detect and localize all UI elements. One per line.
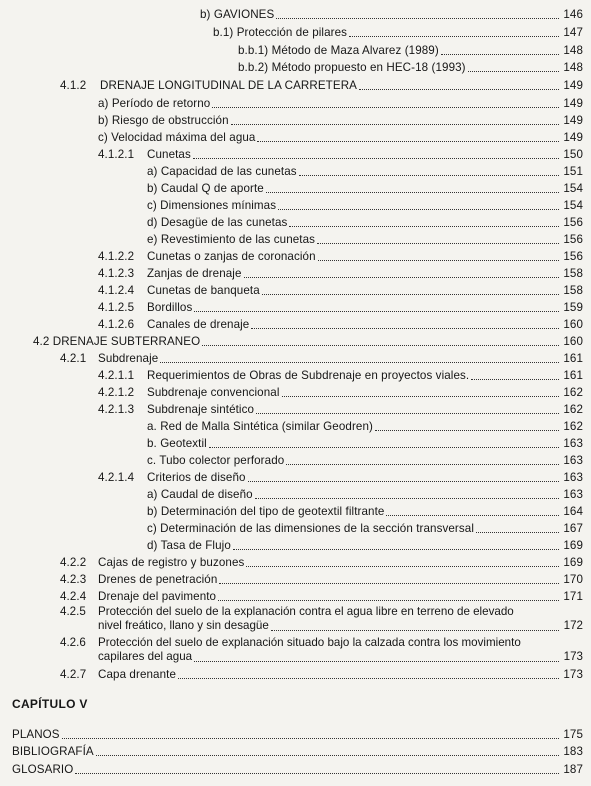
toc-entry xyxy=(147,522,583,535)
toc-entry xyxy=(33,335,583,348)
section-number: 4.1.2.3 xyxy=(98,267,135,280)
entry-title: b) Determinación del tipo de geotextil filtrante xyxy=(147,505,385,518)
entry-title: GLOSARIO xyxy=(12,763,74,776)
toc-entry xyxy=(98,114,583,127)
toc-entry xyxy=(147,488,583,501)
entry-title: Criterios de diseño xyxy=(147,471,246,484)
dot-leader xyxy=(251,327,559,329)
entry-title: b) Riesgo de obstrucción xyxy=(98,114,229,127)
entry-title: d) Desagüe de las cunetas xyxy=(147,216,288,229)
toc-entry xyxy=(60,590,583,603)
toc-entry xyxy=(147,182,583,195)
dot-leader xyxy=(359,88,559,90)
entry-title: Drenaje del pavimento xyxy=(98,590,217,603)
page-number: 175 xyxy=(563,728,583,741)
page-number: 171 xyxy=(563,590,583,603)
section-number: 4.1.2.6 xyxy=(98,318,135,331)
section-number: 4.1.2 xyxy=(60,79,87,92)
page-number: 173 xyxy=(563,668,583,681)
entry-title: e) Revestimiento de las cunetas xyxy=(147,233,316,246)
page-number: 187 xyxy=(563,763,583,776)
section-number: 4.1.2.4 xyxy=(98,284,135,297)
toc-entry xyxy=(60,668,583,681)
page-number: 148 xyxy=(563,61,583,74)
dot-leader xyxy=(271,629,559,631)
toc-entry xyxy=(147,165,583,178)
entry-title: a. Red de Malla Sintética (similar Geodren) xyxy=(147,420,373,433)
dot-leader xyxy=(468,70,559,72)
entry-title: Cunetas xyxy=(147,148,191,161)
entry-title-line1: Protección del suelo de la explanación contra el agua libre en terreno de elevado xyxy=(98,605,514,618)
entry-title: Bordillos xyxy=(147,301,193,314)
dot-leader xyxy=(194,660,559,662)
page-number: 163 xyxy=(563,437,583,450)
entry-title: BIBLIOGRAFÍA xyxy=(12,745,94,758)
dot-leader xyxy=(318,259,559,261)
toc-entry xyxy=(60,556,583,569)
page-number: 149 xyxy=(563,114,583,127)
page-number: 162 xyxy=(563,386,583,399)
entry-title: Requerimientos de Obras de Subdrenaje en proyectos viales. xyxy=(147,369,470,382)
toc-entry xyxy=(200,8,583,21)
entry-title: c. Tubo colector perforado xyxy=(147,454,285,467)
page-number: 160 xyxy=(563,318,583,331)
toc-entry xyxy=(98,267,583,280)
dot-leader xyxy=(194,310,559,312)
entry-title: Capa drenante xyxy=(98,668,177,681)
section-number: 4.2.1.1 xyxy=(98,369,135,382)
page-number: 156 xyxy=(563,233,583,246)
entry-title: 4.2 DRENAJE SUBTERRANEO xyxy=(33,335,201,348)
entry-title: b. Geotextil xyxy=(147,437,207,450)
page-number: 163 xyxy=(563,488,583,501)
page-number: 151 xyxy=(563,165,583,178)
toc-entry-multiline xyxy=(60,636,583,666)
entry-title: Drenes de penetración xyxy=(98,573,218,586)
entry-title-line2: nivel freático, llano y sin desagüe xyxy=(98,619,269,632)
dot-leader xyxy=(256,412,559,414)
dot-leader xyxy=(75,772,559,774)
dot-leader xyxy=(317,242,559,244)
dot-leader xyxy=(212,106,559,108)
chapter-heading: CAPÍTULO V xyxy=(12,697,88,711)
dot-leader xyxy=(375,429,559,431)
entry-title-line2-row xyxy=(98,619,583,633)
dot-leader xyxy=(255,497,559,499)
dot-leader xyxy=(231,123,559,125)
section-number: 4.2.1.3 xyxy=(98,403,135,416)
page-number: 154 xyxy=(563,182,583,195)
toc-entry xyxy=(147,216,583,229)
section-number: 4.2.4 xyxy=(60,590,87,603)
dot-leader xyxy=(278,208,559,210)
toc-entry xyxy=(98,301,583,314)
entry-title: b) GAVIONES xyxy=(200,8,275,21)
entry-title-line2-row xyxy=(98,650,583,664)
entry-title: c) Dimensiones mínimas xyxy=(147,199,277,212)
dot-leader xyxy=(276,17,559,19)
dot-leader xyxy=(233,548,559,550)
dot-leader xyxy=(202,344,559,346)
entry-title: Subdrenaje sintético xyxy=(147,403,255,416)
toc-entry xyxy=(98,131,583,144)
section-number: 4.2.7 xyxy=(60,668,87,681)
toc-entry xyxy=(147,233,583,246)
toc-entry xyxy=(238,61,583,74)
toc-entry xyxy=(12,745,583,758)
entry-title: c) Determinación de las dimensiones de la sección transversal xyxy=(147,522,475,535)
toc-entry xyxy=(147,437,583,450)
page-number: 159 xyxy=(563,301,583,314)
section-number: 4.2.1.4 xyxy=(98,471,135,484)
entry-title: b.b.1) Método de Maza Alvarez (1989) xyxy=(238,44,439,57)
entry-title: Cajas de registro y buzones xyxy=(98,556,245,569)
page-number: 158 xyxy=(563,267,583,280)
page-number: 161 xyxy=(563,352,583,365)
toc-entry xyxy=(98,318,583,331)
toc-entry xyxy=(60,352,583,365)
section-number: 4.2.2 xyxy=(60,556,87,569)
page-number: 147 xyxy=(563,26,583,39)
page-number: 169 xyxy=(563,539,583,552)
dot-leader xyxy=(62,737,559,739)
entry-title-line1: Protección del suelo de explanación situado bajo la calzada contra los movimiento xyxy=(98,636,521,649)
entry-title: a) Caudal de diseño xyxy=(147,488,253,501)
page-number: 172 xyxy=(563,619,583,632)
dot-leader xyxy=(178,677,559,679)
toc-entry xyxy=(12,728,583,741)
entry-title: PLANOS xyxy=(12,728,60,741)
dot-leader xyxy=(299,174,559,176)
page-number: 161 xyxy=(563,369,583,382)
dot-leader xyxy=(262,293,559,295)
toc-entry xyxy=(60,79,583,92)
page-number: 160 xyxy=(563,335,583,348)
page-number: 183 xyxy=(563,745,583,758)
toc-entry xyxy=(147,505,583,518)
page-number: 149 xyxy=(563,131,583,144)
toc-entry xyxy=(98,284,583,297)
toc-entry xyxy=(213,26,583,39)
page-number: 162 xyxy=(563,403,583,416)
page-number: 154 xyxy=(563,199,583,212)
toc-entry xyxy=(60,573,583,586)
page-number: 149 xyxy=(563,97,583,110)
dot-leader xyxy=(244,276,559,278)
toc-entry xyxy=(147,454,583,467)
dot-leader xyxy=(476,531,559,533)
toc-entry xyxy=(147,199,583,212)
dot-leader xyxy=(209,446,559,448)
page-number: 173 xyxy=(563,650,583,663)
entry-title: b.b.2) Método propuesto en HEC-18 (1993) xyxy=(238,61,466,74)
dot-leader xyxy=(248,480,559,482)
dot-leader xyxy=(219,582,559,584)
section-number: 4.1.2.1 xyxy=(98,148,135,161)
entry-title: c) Velocidad máxima del agua xyxy=(98,131,256,144)
entry-title: b.1) Protección de pilares xyxy=(213,26,348,39)
toc-entry xyxy=(98,250,583,263)
page-number: 150 xyxy=(563,148,583,161)
entry-title: a) Capacidad de las cunetas xyxy=(147,165,297,178)
entry-title: Cunetas de banqueta xyxy=(147,284,260,297)
dot-leader xyxy=(160,361,559,363)
toc-entry-multiline xyxy=(60,605,583,635)
toc-entry xyxy=(98,403,583,416)
dot-leader xyxy=(282,395,559,397)
toc-entry xyxy=(238,44,583,57)
dot-leader xyxy=(193,157,559,159)
page-number: 170 xyxy=(563,573,583,586)
dot-leader xyxy=(471,378,559,380)
section-number: 4.1.2.5 xyxy=(98,301,135,314)
page-number: 163 xyxy=(563,454,583,467)
section-number: 4.2.3 xyxy=(60,573,87,586)
toc-entry xyxy=(147,539,583,552)
toc-entry xyxy=(98,97,583,110)
entry-title-line2: capilares del agua xyxy=(98,650,193,663)
dot-leader xyxy=(286,463,559,465)
section-number: 4.2.1.2 xyxy=(98,386,135,399)
entry-title: b) Caudal Q de aporte xyxy=(147,182,264,195)
section-number: 4.2.1 xyxy=(60,352,87,365)
toc-entry xyxy=(98,148,583,161)
dot-leader xyxy=(386,514,559,516)
entry-title: Canales de drenaje xyxy=(147,318,250,331)
page-number: 146 xyxy=(563,8,583,21)
page-number: 156 xyxy=(563,250,583,263)
entry-title: Zanjas de drenaje xyxy=(147,267,242,280)
page-number: 148 xyxy=(563,44,583,57)
page-number: 164 xyxy=(563,505,583,518)
page-number: 169 xyxy=(563,556,583,569)
page-number: 158 xyxy=(563,284,583,297)
entry-title: d) Tasa de Flujo xyxy=(147,539,231,552)
page-number: 156 xyxy=(563,216,583,229)
dot-leader xyxy=(257,140,559,142)
dot-leader xyxy=(218,599,559,601)
toc-entry xyxy=(98,471,583,484)
section-number: 4.2.5 xyxy=(60,605,86,618)
section-number: 4.2.6 xyxy=(60,636,86,649)
dot-leader xyxy=(289,225,559,227)
dot-leader xyxy=(266,191,559,193)
entry-title: Cunetas o zanjas de coronación xyxy=(147,250,316,263)
entry-title: DRENAJE LONGITUDINAL DE LA CARRETERA xyxy=(100,79,357,92)
toc-entry xyxy=(98,386,583,399)
entry-title: a) Período de retorno xyxy=(98,97,211,110)
page-number: 163 xyxy=(563,471,583,484)
toc-entry xyxy=(98,369,583,382)
entry-title: Subdrenaje xyxy=(98,352,159,365)
page-number: 167 xyxy=(563,522,583,535)
dot-leader xyxy=(246,565,559,567)
dot-leader xyxy=(349,35,559,37)
section-number: 4.1.2.2 xyxy=(98,250,135,263)
dot-leader xyxy=(96,754,559,756)
toc-entry xyxy=(12,763,583,776)
page-number: 149 xyxy=(563,79,583,92)
entry-title: Subdrenaje convencional xyxy=(147,386,280,399)
page-number: 162 xyxy=(563,420,583,433)
toc-entry xyxy=(147,420,583,433)
dot-leader xyxy=(441,53,559,55)
